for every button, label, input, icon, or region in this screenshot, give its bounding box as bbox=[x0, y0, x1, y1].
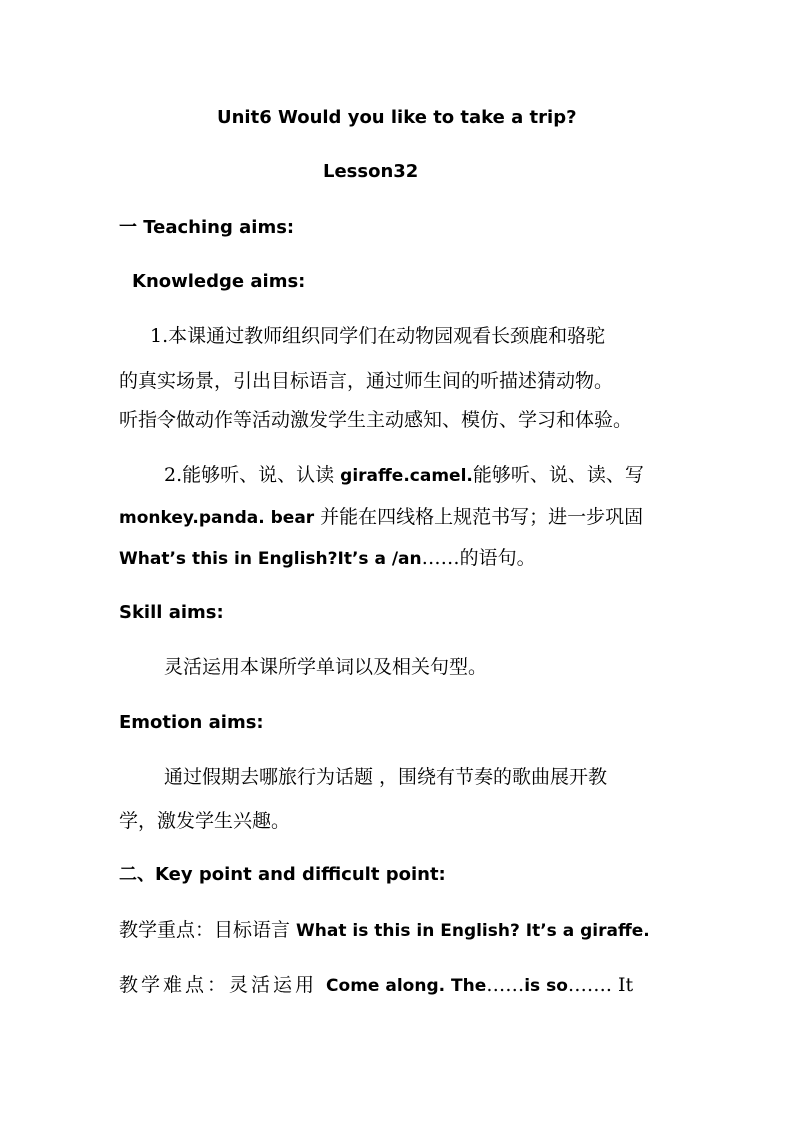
knowledge-item1-line3: 听指令做动作等活动激发学生主动感知、模仿、学习和体验。 bbox=[119, 409, 633, 431]
difficult-point-text2: is so bbox=[524, 976, 568, 996]
knowledge-item1-line2: 的真实场景，引出目标语言，通过师生间的听描述猜动物。 bbox=[119, 370, 614, 392]
knowledge-item2-prefix: 2.能够听、说、认读 bbox=[164, 464, 341, 486]
knowledge-item2-line2-suffix: 并能在四线格上规范书写；进一步巩固 bbox=[320, 506, 644, 528]
knowledge-item2-line1 bbox=[164, 463, 744, 488]
knowledge-item2-line2-words: monkey.panda. bear bbox=[119, 508, 321, 528]
section1-heading: 一 Teaching aims: bbox=[119, 217, 295, 238]
key-point-text: What is this in English? It’s a giraffe. bbox=[296, 921, 650, 941]
difficult-point-dots2: ……. It bbox=[567, 974, 634, 996]
knowledge-item2-line3 bbox=[119, 546, 699, 571]
knowledge-item2-line3-suffix: ……的语句。 bbox=[421, 547, 536, 569]
skill-aims-heading: Skill aims: bbox=[119, 602, 224, 623]
lesson-title: Lesson32 bbox=[323, 161, 419, 182]
knowledge-item1-line1: 1.本课通过教师组织同学们在动物园观看长颈鹿和骆驼 bbox=[150, 325, 606, 347]
knowledge-aims-heading: Knowledge aims: bbox=[132, 271, 306, 292]
section2-heading: 二、Key point and difficult point: bbox=[119, 864, 446, 885]
knowledge-item2-words: giraffe.camel. bbox=[340, 466, 473, 486]
key-point-line bbox=[119, 918, 699, 943]
difficult-point-text1: Come along. The bbox=[326, 976, 487, 996]
emotion-aims-heading: Emotion aims: bbox=[119, 712, 264, 733]
difficult-point-label: 教学难点：灵活运用 bbox=[119, 974, 327, 996]
key-point-label: 教学重点：目标语言 bbox=[119, 919, 297, 941]
knowledge-item2-suffix: 能够听、说、读、写 bbox=[472, 464, 644, 486]
skill-aims-text: 灵活运用本课所学单词以及相关句型。 bbox=[164, 656, 488, 678]
document-title: Unit6 Would you like to take a trip? bbox=[217, 107, 577, 128]
emotion-aims-line1: 通过假期去哪旅行为话题 ，围绕有节奏的歌曲展开教 bbox=[164, 766, 608, 788]
knowledge-item2-line2 bbox=[119, 505, 699, 530]
emotion-aims-line2: 学，激发学生兴趣。 bbox=[119, 810, 291, 832]
knowledge-item2-line3-words: What’s this in English?It’s a /an bbox=[119, 549, 422, 569]
difficult-point-dots1: …… bbox=[486, 974, 525, 996]
difficult-point-line bbox=[119, 973, 699, 998]
